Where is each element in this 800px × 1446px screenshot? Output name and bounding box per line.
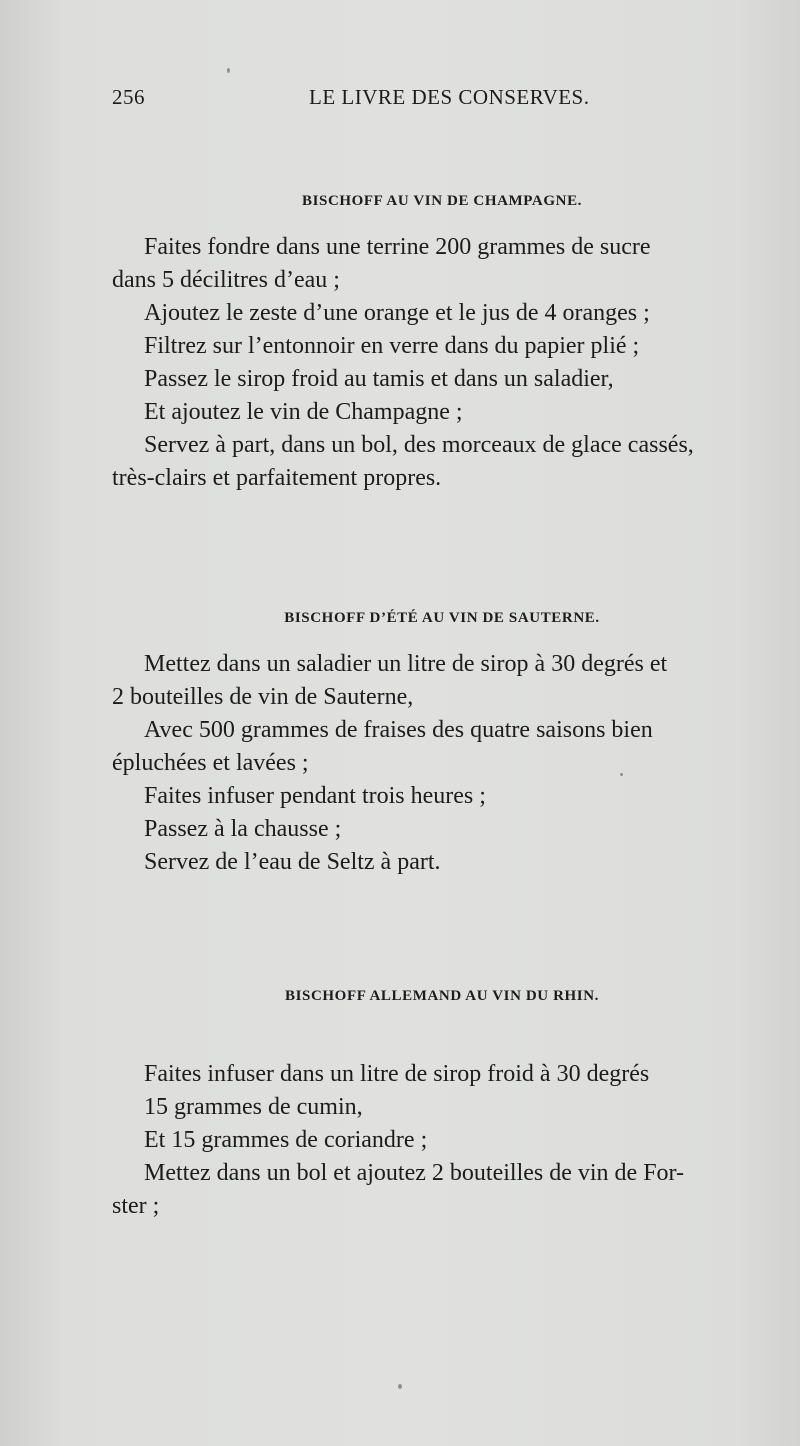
- section-title: BISCHOFF ALLEMAND AU VIN DU RHIN.: [285, 988, 599, 1004]
- text-line: Faites infuser pendant trois heures ;: [144, 783, 486, 809]
- recipe-section: [112, 986, 772, 1223]
- text-line: Mettez dans un bol et ajoutez 2 bouteilles de vin de For-: [144, 1160, 685, 1186]
- text-line: 2 bouteilles de vin de Sauterne,: [112, 684, 414, 710]
- text-line: Passez à la chausse ;: [144, 816, 342, 842]
- text-line: Mettez dans un saladier un litre de sirop à 30 degrés et: [144, 651, 668, 677]
- text-line: Servez à part, dans un bol, des morceaux de glace cassés,: [144, 432, 694, 458]
- running-head: [112, 85, 772, 115]
- text-line: Filtrez sur l’entonnoir en verre dans du papier plié ;: [144, 333, 640, 359]
- text-line: Avec 500 grammes de fraises des quatre saisons bien: [144, 717, 653, 743]
- recipe-section: [112, 191, 772, 495]
- text-line: très-clairs et parfaitement propres.: [112, 465, 442, 491]
- text-line: Faites infuser dans un litre de sirop froid à 30 degrés: [144, 1061, 650, 1087]
- text-line: Et 15 grammes de coriandre ;: [144, 1127, 428, 1153]
- text-line: Passez le sirop froid au tamis et dans un saladier,: [144, 366, 614, 392]
- text-line: épluchées et lavées ;: [112, 750, 309, 776]
- page-number: 256: [112, 85, 145, 109]
- text-line: ster ;: [112, 1193, 160, 1219]
- text-line: 15 grammes de cumin,: [144, 1094, 363, 1120]
- recipe-section: [112, 608, 772, 879]
- text-line: Et ajoutez le vin de Champagne ;: [144, 399, 463, 425]
- paper-speck: [227, 68, 230, 73]
- running-title: LE LIVRE DES CONSERVES.: [309, 85, 590, 109]
- text-line: Faites fondre dans une terrine 200 grammes de sucre: [144, 234, 651, 260]
- paper-speck: [620, 773, 623, 776]
- paper-speck: [398, 1384, 402, 1389]
- text-line: Servez de l’eau de Seltz à part.: [144, 849, 441, 875]
- section-title: BISCHOFF AU VIN DE CHAMPAGNE.: [301, 193, 583, 209]
- text-line: dans 5 décilitres d’eau ;: [112, 267, 340, 293]
- text-line: Ajoutez le zeste d’une orange et le jus de 4 oranges ;: [144, 300, 650, 326]
- section-title: BISCHOFF D’ÉTÉ AU VIN DE SAUTERNE.: [284, 610, 600, 626]
